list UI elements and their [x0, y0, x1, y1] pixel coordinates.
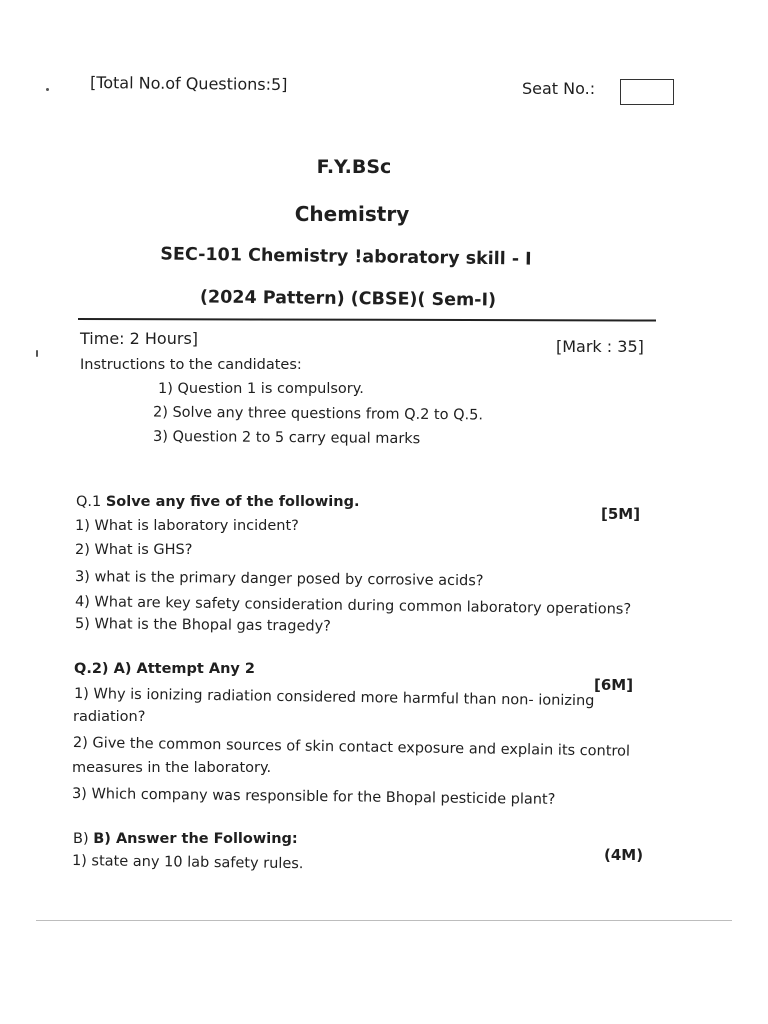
subject-title: Chemistry: [294, 202, 410, 226]
question-2b-title: B) Answer the Following:: [93, 831, 298, 847]
question-item: 3) what is the primary danger posed by corrosive acids?: [74, 569, 484, 590]
exam-marks: [Mark : 35]: [556, 337, 644, 356]
instruction-item: 2) Solve any three questions from Q.2 to Q.5.: [152, 404, 484, 424]
question-2b-prefix: B): [73, 831, 94, 847]
instructions-heading: Instructions to the candidates:: [80, 357, 302, 373]
question-1-title: Solve any five of the following.: [105, 494, 360, 510]
footer-divider: [36, 920, 732, 921]
course-title: F.Y.BSc: [316, 156, 392, 178]
question-item: 1) state any 10 lab safety rules.: [71, 853, 304, 873]
question-item: 1) Why is ionizing radiation considered more harmful than non- ionizing: [73, 686, 595, 710]
question-2a-marks: [6M]: [594, 676, 634, 694]
question-1-marks: [5M]: [601, 505, 641, 523]
seat-number-label: Seat No.:: [522, 79, 596, 98]
question-2b-heading: [73, 831, 298, 847]
seat-number-box[interactable]: [620, 79, 674, 105]
question-item-continued: measures in the laboratory.: [72, 760, 272, 776]
pattern-title: (2024 Pattern) (CBSE)( Sem-I): [199, 287, 497, 311]
question-item: 5) What is the Bhopal gas tragedy?: [74, 616, 332, 635]
exam-time: Time: 2 Hours]: [80, 329, 199, 348]
instruction-item: 3) Question 2 to 5 carry equal marks: [152, 428, 421, 448]
question-item: 4) What are key safety consideration during common laboratory operations?: [74, 594, 632, 618]
total-questions: [Total No.of Questions:5]: [89, 72, 288, 95]
question-2b-marks: (4M): [604, 846, 644, 864]
question-1-prefix: Q.1: [76, 494, 106, 510]
instruction-item: 1) Question 1 is compulsory.: [158, 381, 364, 397]
scan-speck: [36, 350, 38, 357]
question-item-continued: radiation?: [73, 709, 146, 725]
header-divider: [78, 318, 656, 321]
question-item: 2) What is GHS?: [75, 542, 193, 558]
question-2a-heading: Q.2) A) Attempt Any 2: [74, 661, 256, 677]
question-item: 3) Which company was responsible for the Bhopal pesticide plant?: [71, 786, 556, 808]
question-item: 2) Give the common sources of skin contact exposure and explain its control: [72, 735, 631, 760]
paper-title: SEC-101 Chemistry !aboratory skill - I: [160, 244, 532, 270]
question-1-heading: [76, 494, 359, 510]
question-item: 1) What is laboratory incident?: [75, 518, 299, 534]
scan-speck: [46, 88, 49, 91]
